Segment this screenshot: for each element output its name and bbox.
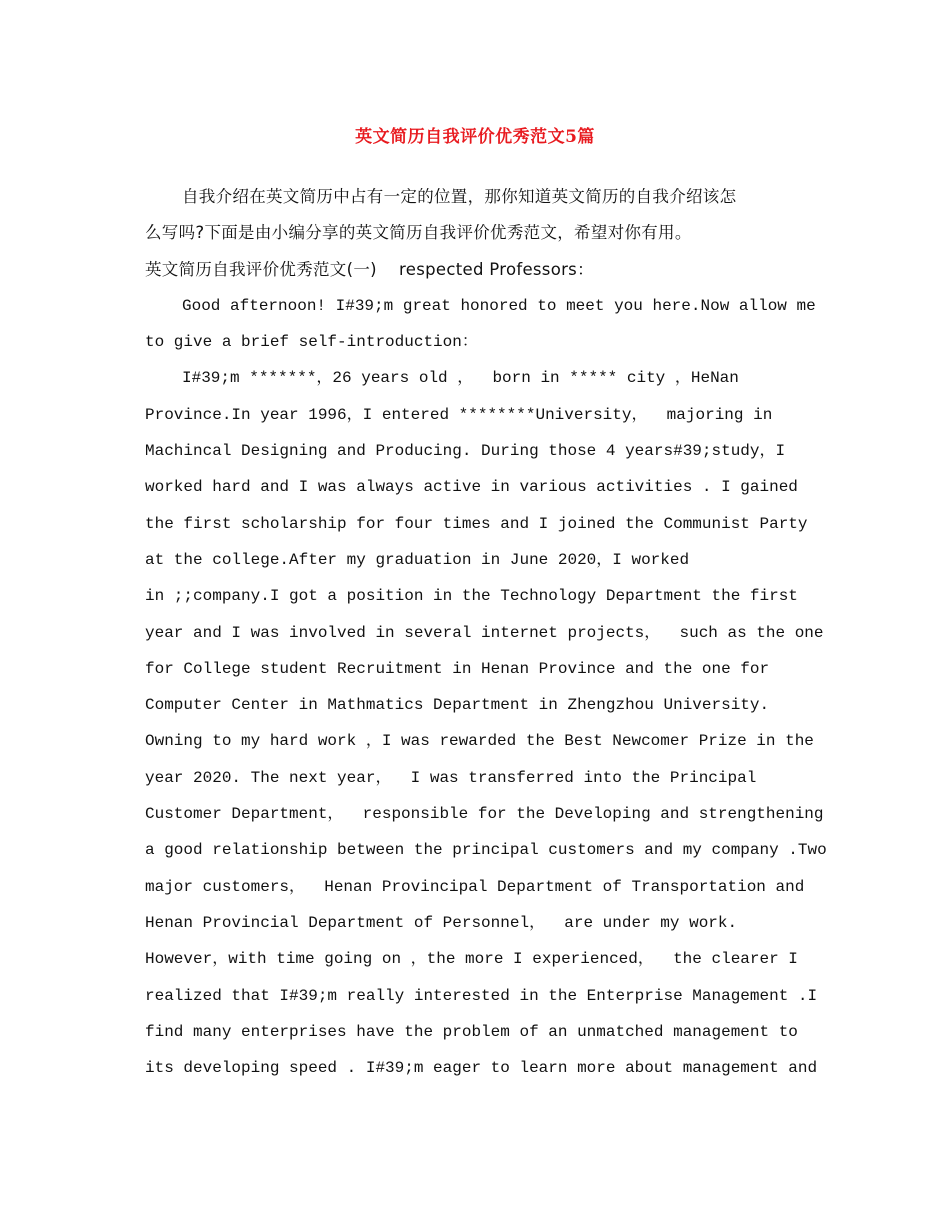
section-heading-line: 英文简历自我评价优秀范文(一) respected Professors： [145,259,594,279]
document-body [145,185,827,1092]
body-line: find many enterprises have the problem of an unmatched management to [145,1022,798,1041]
body-line: at the college.After my graduation in June 2020，I worked [145,550,690,569]
body-line: year and I was involved in several internet projects， such as the one [145,623,824,642]
body-line: 么写吗?下面是由小编分享的英文简历自我评价优秀范文，希望对你有用。 [145,223,692,243]
body-line: year 2020. The next year， I was transferred into the Principal [145,768,757,787]
body-line: the first scholarship for four times and I joined the Communist Party [145,514,808,533]
body-line: Henan Provincial Department of Personnel， are under my work. [145,913,738,932]
body-line: for College student Recruitment in Henan Province and the one for [145,659,770,678]
body-line: worked hard and I was always active in various activities . I gained [145,478,798,497]
body-line: to give a brief self-introduction： [145,333,478,352]
body-line: realized that I#39;m really interested in the Enterprise Management .I [145,986,818,1005]
body-line: Machincal Designing and Producing. During those 4 years#39;study，I [145,442,786,461]
body-line: I#39;m *******，26 years old ， born in ***** city ，HeNan [182,369,739,388]
document-title: 英文简历自我评价优秀范文5篇 [355,127,595,147]
body-line: in ;;company.I got a position in the Technology Department the first [145,587,798,606]
body-line: a good relationship between the principal customers and my company .Two [145,841,827,860]
body-line: 自我介绍在英文简历中占有一定的位置，那你知道英文简历的自我介绍该怎 [182,187,737,206]
body-line: However，with time going on ，the more I experienced， the clearer I [145,950,798,969]
body-line: its developing speed . I#39;m eager to learn more about management and [145,1059,818,1078]
body-line: Computer Center in Mathmatics Department in Zhengzhou University. [145,696,770,715]
body-line: Owning to my hard work ，I was rewarded the Best Newcomer Prize in the [145,732,814,751]
body-line: major customers， Henan Provincipal Department of Transportation and [145,877,805,896]
body-line: Province.In year 1996，I entered ********University， majoring in [145,405,773,424]
body-line: Customer Department， responsible for the Developing and strengthening [145,805,824,824]
body-line: Good afternoon! I#39;m great honored to meet you here.Now allow me [182,296,816,315]
